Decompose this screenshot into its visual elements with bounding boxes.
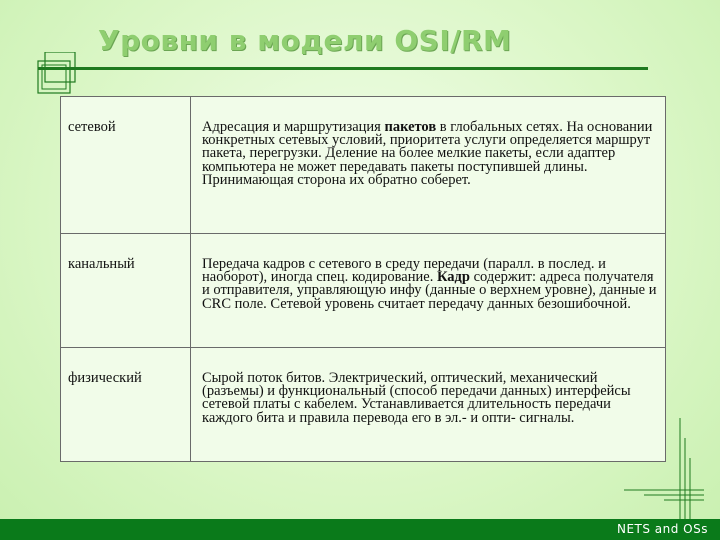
level-description: Передача кадров с сетевого в среду передачи (паралл. в послед. и наоборот), иногда спец. кодирование. Кадр содержит: адреса получателя и отправителя, управляющую инфу (данные о верхнем уровне), данные и CRC поле. Сетевой уровень считает передачу данных безошибочной. [191, 234, 666, 348]
osi-levels-table [60, 96, 666, 462]
title-underline [38, 67, 648, 70]
corner-squares-decoration [36, 52, 86, 102]
table-row [61, 234, 666, 348]
corner-lines-decoration [624, 418, 720, 519]
footer-bar [0, 519, 720, 540]
footer-label: NETS and OSs [616, 522, 708, 536]
level-description: Адресация и маршрутизация пакетов в глобальных сетях. На основании конкретных сетевых условий, приоритета услуги определяется маршрут пакета, перегрузки. Деление на более мелкие пакеты, если адаптер компьютера не может передавать пакеты поступившей длины. Принимающая сторона их обратно соберет. [191, 97, 666, 234]
level-description: Сырой поток битов. Электрический, оптический, механический (разъемы) и функциональный (способ передачи данных) интерфейсы сетевой платы с кабелем. Устанавливается длительность передачи каждого бита и правила перевода его в эл.- и опти- сигналы. [191, 348, 666, 462]
level-name: канальный [61, 234, 191, 348]
table-row [61, 97, 666, 234]
level-name: сетевой [61, 97, 191, 234]
table-row [61, 348, 666, 462]
slide-title: Уровни в модели OSI/RM [98, 24, 512, 57]
level-name: физический [61, 348, 191, 462]
